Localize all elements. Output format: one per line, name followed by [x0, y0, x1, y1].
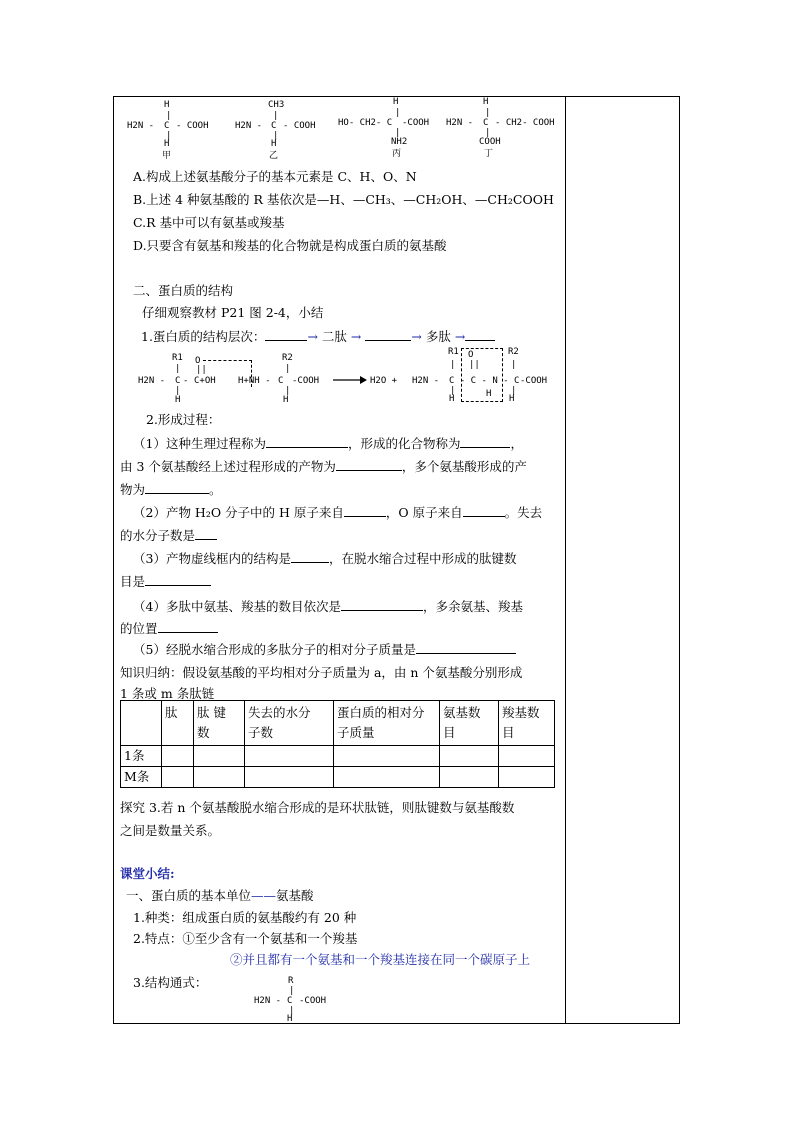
- blank: [465, 328, 495, 341]
- cooh-label-2: -COOH: [520, 376, 548, 386]
- general-formula-label: 3.结构通式：: [133, 975, 208, 990]
- polypeptide-label: 多肽: [425, 329, 451, 344]
- formula-right: - CH2- COOH: [495, 118, 555, 128]
- table-cell: [334, 746, 440, 767]
- q4-line2: 的位置: [120, 619, 218, 637]
- coh-label: C+OH: [194, 376, 216, 386]
- q3-line2: 目是: [120, 572, 211, 590]
- explore-line1: 探究 3.若 n 个氨基酸脱水缩合形成的是环状肽链，则肽键数与氨基酸数: [120, 800, 515, 815]
- reaction-arrow-icon: [333, 375, 367, 385]
- q4-line1: （4）多肽中氨基、羧基的数目依次是 ，多余氨基、羧基: [133, 599, 523, 614]
- formula-carbon: C: [164, 121, 170, 131]
- class-summary-title: 课堂小结:: [120, 866, 175, 881]
- option-a: A.构成上述氨基酸分子的基本元素是 C、H、O、N: [133, 169, 417, 184]
- formula-bottom: H: [271, 139, 277, 149]
- unit-line: 一、蛋白质的基本单位——氨基酸: [126, 888, 314, 903]
- formula-left: H2N -: [446, 118, 474, 128]
- column-divider: [565, 96, 566, 1024]
- dashed-box: [203, 360, 252, 387]
- h-label: H: [175, 395, 181, 405]
- dipeptide-label: 二肽: [321, 329, 347, 344]
- oxygen-label-2: O: [468, 350, 474, 360]
- r2-label: R2: [282, 353, 293, 363]
- section-title: 二、蛋白质的结构: [133, 283, 234, 298]
- formula-carbon: C: [287, 996, 293, 1006]
- h2o-label: H2O +: [370, 376, 398, 386]
- table-header-cell: 羧基数 目: [499, 701, 555, 746]
- formula-carbon: C: [483, 118, 489, 128]
- q2-line2: 的水分子数是: [120, 526, 217, 544]
- oxygen-label: O: [195, 356, 201, 366]
- arrow-icon: →: [411, 329, 422, 344]
- formula-top: R: [288, 976, 294, 986]
- observe-text: 仔细观察教材 P21 图 2-4，小结: [142, 305, 324, 320]
- hierarchy-line: [141, 327, 495, 345]
- kind-line: 1.种类：组成蛋白质的氨基酸约有 20 种: [133, 910, 357, 925]
- q3-line1: （3）产物虚线框内的结构是 ，在脱水缩合过程中形成的肽键数: [133, 551, 517, 566]
- r2-label-2: R2: [508, 347, 519, 357]
- table-cell: [499, 767, 555, 788]
- formula-right: -COOH: [299, 996, 327, 1006]
- table-cell: [194, 767, 245, 788]
- h-label-5: H: [509, 394, 515, 404]
- formula-right: - COOH: [283, 121, 316, 131]
- formula-left: H2N -: [127, 121, 155, 131]
- formula-top: CH3: [268, 100, 285, 110]
- feature-line2: ②并且都有一个氨基和一个羧基连接在同一个碳原子上: [230, 952, 531, 967]
- table-header-cell: 肽 键 数: [194, 701, 245, 746]
- formula-name: 甲: [162, 151, 172, 161]
- process-title: 2.形成过程：: [146, 412, 221, 427]
- table-header-cell: [121, 701, 162, 746]
- arrow-icon: →: [307, 329, 318, 344]
- table-cell: [194, 746, 245, 767]
- summary-line2: 1 条或 m 条肽链: [120, 686, 215, 701]
- table-cell: [162, 746, 194, 767]
- blank: [265, 328, 307, 341]
- formula-name: 丁: [484, 149, 494, 159]
- table-header-cell: 肽: [162, 701, 194, 746]
- hnh-label: H+NH -: [238, 376, 271, 386]
- table-cell: 1条: [121, 746, 162, 767]
- table-cell: [499, 746, 555, 767]
- peptide-chain-label: C - C - N - C: [449, 376, 520, 386]
- table-header-cell: 失去的水分 子数: [245, 701, 334, 746]
- h-label: H: [283, 395, 289, 405]
- arrow-icon: →: [350, 329, 362, 344]
- hierarchy-label: 1.蛋白质的结构层次：: [141, 329, 266, 344]
- q1-line2: 由 3 个氨基酸经上述过程形成的产物为 ，多个氨基酸形成的产: [120, 459, 527, 474]
- option-d: D.只要含有氨基和羧基的化合物就是构成蛋白质的氨基酸: [133, 238, 447, 253]
- table-cell: [245, 767, 334, 788]
- q5-line: （5）经脱水缩合形成的多肽分子的相对分子质量是: [133, 640, 516, 658]
- option-b: B.上述 4 种氨基酸的 R 基依次是—H、—CH₃、—CH₂OH、—CH₂COOH: [133, 192, 554, 207]
- h2n-label-2: H2N -: [412, 376, 440, 386]
- table-cell: [440, 746, 499, 767]
- table-cell: M条: [121, 767, 162, 788]
- arrow-icon: →: [454, 329, 466, 344]
- q1-line3: 物为 。: [120, 482, 222, 497]
- table-header-cell: 蛋白质的相对分 子质量: [334, 701, 440, 746]
- q2-line1: （2）产物 H₂O 分子中的 H 原子来自 ，O 原子来自 。失去: [133, 505, 543, 520]
- formula-left: H2N -: [254, 996, 282, 1006]
- formula-right: - COOH: [176, 121, 209, 131]
- table-cell: [245, 746, 334, 767]
- peptide-bond-dashed-box: [461, 348, 503, 402]
- formula-top: H: [164, 100, 170, 110]
- formula-left: H2N -: [235, 121, 263, 131]
- peptide-table: [120, 700, 555, 788]
- table-cell: [440, 767, 499, 788]
- table-cell: [162, 767, 194, 788]
- formula-bottom: H: [164, 139, 170, 149]
- formula-left: HO- CH2- C: [338, 118, 393, 128]
- blank: [365, 328, 411, 341]
- r1-label-2: R1: [448, 347, 459, 357]
- q1-line1: （1）这种生理过程称为 ，形成的化合物称为 ，: [133, 436, 523, 451]
- explore-line2: 之间是数量关系。: [120, 823, 221, 838]
- formula-carbon: C: [271, 121, 277, 131]
- h-label-4: H: [486, 389, 492, 399]
- summary-line1: 知识归纳：假设氨基酸的平均相对分子质量为 a，由 n 个氨基酸分别形成: [120, 665, 523, 680]
- carbon-label: C: [175, 376, 181, 386]
- formula-name: 丙: [392, 149, 402, 159]
- table-header-cell: 氨基数 目: [440, 701, 499, 746]
- h2n-label: H2N -: [138, 376, 166, 386]
- formula-bottom: H: [287, 1014, 293, 1024]
- table-header-row: [121, 701, 555, 746]
- table-cell: [334, 767, 440, 788]
- option-c: C.R 基中可以有氨基或羧基: [133, 215, 285, 230]
- table-row: [121, 767, 555, 788]
- h-label-3: H: [449, 394, 455, 404]
- formula-name: 乙: [269, 151, 279, 161]
- r1-label: R1: [172, 353, 183, 363]
- formula-right: -COOH: [402, 118, 430, 128]
- formula-top: H: [393, 97, 399, 107]
- cooh-label: -COOH: [292, 376, 320, 386]
- table-row: [121, 746, 555, 767]
- feature-line1: 2.特点：①至少含有一个氨基和一个羧基: [133, 931, 358, 946]
- formula-bottom: NH2: [391, 137, 408, 147]
- formula-top: H: [483, 97, 489, 107]
- formula-bottom: COOH: [479, 137, 501, 147]
